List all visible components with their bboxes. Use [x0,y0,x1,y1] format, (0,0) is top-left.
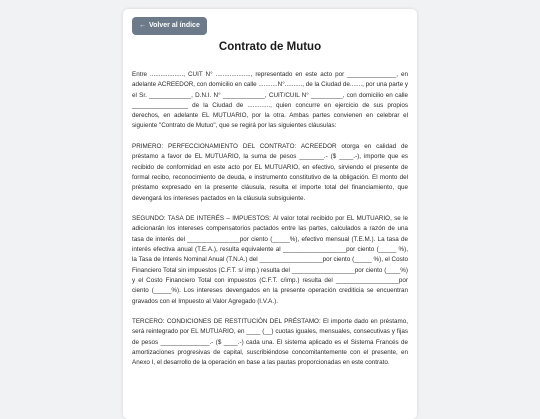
document-body [132,70,408,379]
paragraph-clause-segundo: SEGUNDO: TASA DE INTERÉS – IMPUESTOS: Al valor total recibido por EL MUTUARIO, se le adicionarán los intereses compensatorios pactados entre las partes, calculados a razón de una tasa de interés del _______________por ciento (_____%), efectivo mensual (T.E.M.). La tasa de interés efectiva anual (T.E.A.), resulta equivalente al __________________por ciento (_____ %), la Tasa de Interés Nominal Anual (T.N.A.) del __________________por ciento (_____ %), el Costo Financiero Total sin impuestos (C.F.T. s/ imp.) resulta del __________________por ciento (____%) y el Costo Financiero Total con impuestos (C.F.T. c/imp.) resulta del __________________por ciento (_____%). Los intereses devengados en la presente operación crediticia se encuentran gravados con el Impuesto al Valor Agregado (I.V.A.). [132,215,408,305]
document-title: Contrato de Mutuo [218,41,322,53]
paragraph-parties: Entre ..................., CUIT N° ...................., representado en este acto por ______________, en adelante ACREEDOR, con domicilio en calle ...........N°.........., de la Ciudad de......., por una parte y el Sr. ____________, D.N.I. N° ____________, CUIT/CUIL N° _________, con domicilio en calle ________________ de la Ciudad de ............., quien concurre en ejercicio de sus propios derechos, en adelante EL MUTUARIO, por la otra. Ambas partes convienen en celebrar el siguiente "Contrato de Mutuo", que se regirá por las siguientes cláusulas: [132,71,408,130]
back-to-index-button[interactable] [132,17,207,35]
back-button-label: Volver al índice [149,22,200,29]
document-card [123,9,417,419]
paragraph-clause-primero: PRIMERO: PERFECCIONAMIENTO DEL CONTRATO: ACREEDOR otorga en calidad de préstamo a favor de EL MUTUARIO, la suma de pesos _______.- ($ ____.-), importe que es recibido de conformidad en este acto por EL MUTUARIO, en efectivo, sirviendo el presente de formal recibo, reconocimiento de deuda, e instrumento constitutivo de la obligación. El monto del préstamo expresado en la presente cláusula, resulta el importe total del financiamiento, que devengará los intereses pactados en la cláusula subsiguiente. [132,143,408,202]
arrow-left-icon: ← [139,22,146,29]
paragraph-clause-tercero: TERCERO: CONDICIONES DE RESTITUCIÓN DEL PRÉSTAMO: El importe dado en préstamo, será reintegrado por EL MUTUARIO, en ____ (__) cuotas iguales, mensuales, consecutivas y fijas de pesos ______________.- ($ ____.-) cada una. El sistema aplicado es el Sistema Francés de amortizaciones progresivas de capital, suscribiéndose concomitantemente con el presente, en Anexo I, el desarrollo de la operación en base a las pautas proporcionadas en este contrato. [132,318,408,367]
